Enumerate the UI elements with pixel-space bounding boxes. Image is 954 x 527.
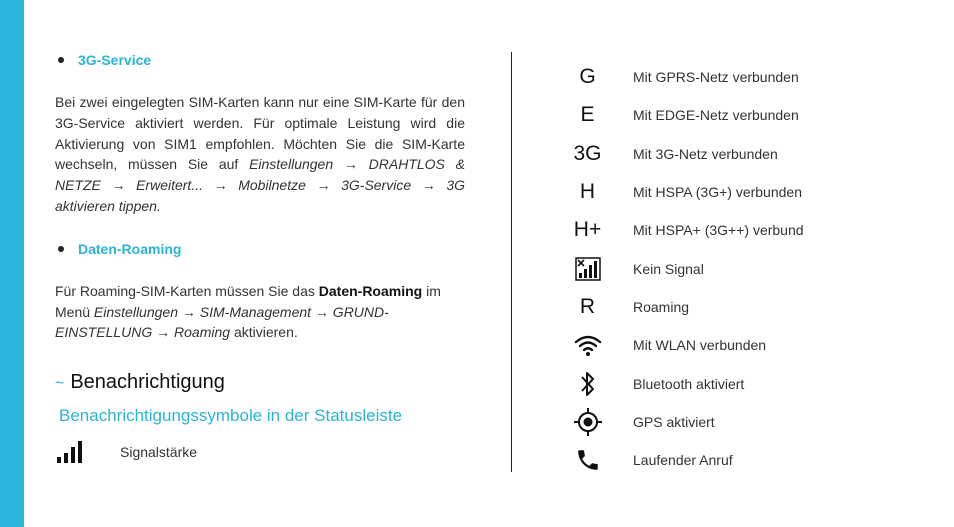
status-row-no-signal	[560, 249, 940, 287]
paragraph-3g	[55, 92, 465, 217]
3g-glyph: 3G	[573, 141, 602, 165]
roaming-label: Roaming	[633, 298, 690, 315]
bullet-data-roaming	[55, 241, 465, 257]
gps-icon	[560, 407, 615, 437]
status-row-roaming	[560, 288, 940, 326]
hspa-glyph: H	[579, 180, 596, 204]
paragraph-roaming	[55, 281, 465, 343]
bullet-dot	[58, 246, 64, 252]
status-row-edge	[560, 96, 940, 134]
left-column	[55, 52, 465, 464]
status-row-hspa	[560, 173, 940, 211]
signal-strength-icon	[55, 440, 115, 464]
gps-label: GPS aktiviert	[633, 413, 715, 430]
3g-label: Mit 3G-Netz verbunden	[633, 145, 778, 162]
gprs-label: Mit GPRS-Netz verbunden	[633, 69, 799, 86]
paragraph-3g-path: Einstellungen → DRAHTLOS & NETZE → Erweitert... → Mobilnetze → 3G-Service → 3G aktivieren tippen.	[55, 156, 466, 214]
gprs-glyph: G	[579, 65, 596, 89]
status-row-gps	[560, 403, 940, 441]
paragraph-roaming-text-b: im Menü	[55, 282, 441, 320]
bullet-3g-service	[55, 52, 465, 68]
paragraph-roaming-path: Einstellungen → SIM-Management → GRUND-EINSTELLUNG → Roaming	[55, 303, 389, 341]
hspa-plus-glyph: H+	[573, 218, 602, 242]
heading-tilde: ~	[55, 375, 65, 393]
signal-strength-label: Signalstärke	[120, 444, 198, 461]
heading-title: Benachrichtigung	[70, 371, 225, 394]
status-row-gprs	[560, 58, 940, 96]
hspa-plus-label: Mit HSPA+ (3G++) verbund	[633, 222, 804, 239]
hspa-label: Mit HSPA (3G+) verbunden	[633, 184, 802, 201]
status-row-hspa-plus	[560, 211, 940, 249]
wifi-label: Mit WLAN verbunden	[633, 337, 767, 354]
bullet-dot	[58, 57, 64, 63]
no-signal-icon	[560, 257, 615, 281]
paragraph-roaming-bold: Daten-Roaming	[318, 282, 423, 299]
roaming-glyph: R	[579, 294, 596, 318]
column-divider	[511, 52, 512, 472]
bluetooth-label: Bluetooth aktiviert	[633, 375, 745, 392]
bluetooth-icon	[560, 369, 615, 399]
status-row-call	[560, 441, 940, 479]
edge-label: Mit EDGE-Netz verbunden	[633, 107, 799, 124]
status-row-3g	[560, 135, 940, 173]
no-signal-label: Kein Signal	[633, 260, 704, 277]
status-row-bluetooth	[560, 364, 940, 402]
edge-glyph: E	[580, 103, 595, 127]
call-label: Laufender Anruf	[633, 452, 733, 469]
subheading: Benachrichtigungssymbole in der Statusleiste	[59, 406, 403, 426]
status-icons-list	[560, 58, 940, 479]
paragraph-roaming-text-c: aktivieren.	[230, 324, 298, 341]
section-heading	[55, 371, 465, 394]
accent-bar	[0, 0, 24, 527]
bullet-3g-label: 3G-Service	[78, 52, 152, 68]
wifi-icon	[560, 333, 615, 357]
signal-strength-row	[55, 440, 465, 464]
phone-icon	[560, 447, 615, 473]
paragraph-3g-text: Bei zwei eingelegten SIM-Karten kann nur eine SIM-Karte für den 3G-Service aktiviert werden. Für optimale Leistung wird die Aktivierung von SIM1 empfohlen. Möchten Sie die SIM-Karte wechseln, müssen Sie auf	[55, 94, 465, 173]
status-row-wifi	[560, 326, 940, 364]
paragraph-roaming-text-a: Für Roaming-SIM-Karten müssen Sie das	[55, 282, 319, 299]
bullet-roaming-label: Daten-Roaming	[78, 240, 182, 257]
